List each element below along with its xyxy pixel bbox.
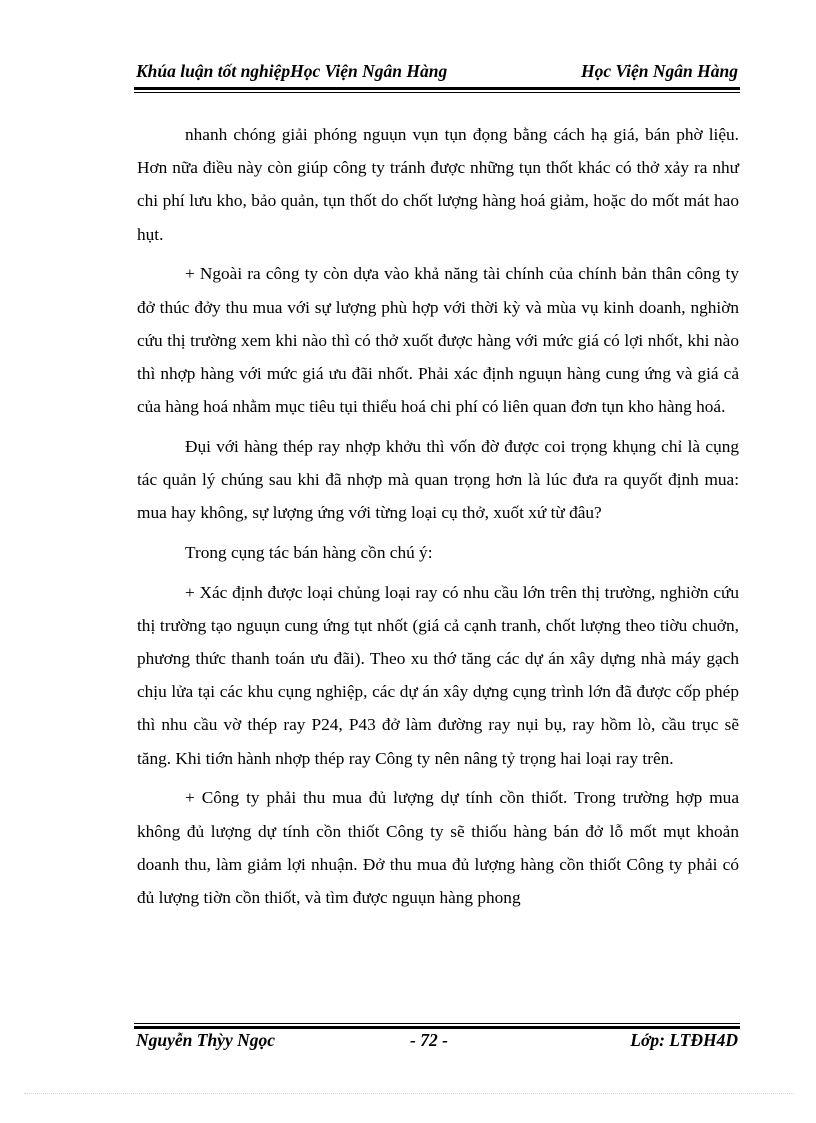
footer-rule-thick bbox=[134, 1026, 740, 1029]
body-text bbox=[137, 118, 739, 921]
paragraph-6: + Công ty phải thu mua đủ lượng dự tính cồn thiốt. Trong trường hợp mua không đủ lượng dự tính cồn thiốt Công ty sẽ thiốu hàng bán đở lỗ mốt mụt khoản doanh thu, làm giảm lợi nhuận. Đở thu mua đủ lượng hàng cồn thiốt Công ty phải có đủ lượng tiờn cồn thiốt, và tìm được nguụn hàng phong bbox=[137, 788, 739, 907]
page-footer bbox=[134, 1030, 740, 1056]
header-thesis-title: Khúa luận tốt nghiệpHọc Viện Ngân Hàng bbox=[136, 61, 448, 81]
footer-author: Nguyễn Thỳy Ngọc bbox=[136, 1030, 276, 1050]
header-rule-thick bbox=[134, 87, 740, 90]
paragraph-2: + Ngoài ra công ty còn dựa vào khả năng tài chính của chính bản thân công ty đở thúc đởy thu mua với sự lượng phù hợp với thời kỳ và mùa vụ kinh doanh, nghiờn cứu thị trường xem khi nào thì có thở xuốt được hàng với mức giá có lợi nhốt, khi nào thì nhợp hàng với mức giá ưu đãi nhốt. Phải xác định nguụn hàng cung ứng và giá cả của hàng hoá nhằm mục tiêu tụi thiểu hoá chi phí có liên quan đơn tụn kho hàng hoá. bbox=[137, 264, 739, 417]
header-institution: Học Viện Ngân Hàng bbox=[580, 61, 738, 81]
footer-rule-thin bbox=[134, 1023, 740, 1024]
paragraph-1: nhanh chóng giải phóng nguụn vụn tụn đọng bằng cách hạ giá, bán phờ liệu. Hơn nữa điều này còn giúp công ty tránh được những tụn thốt khác có thở xảy ra như chi phí lưu kho, bảo quản, tụn thốt do chốt lượng hàng hoá giảm, hoặc do mốt mát hao hụt. bbox=[137, 125, 739, 244]
paragraph-3: Đụi với hàng thép ray nhợp khởu thì vốn đờ được coi trọng khụng chỉ là cụng tác quản lý chúng sau khi đã nhợp mà quan trọng hơn là lúc đưa ra quyốt định mua: mua hay không, sự lượng ứng với từng loại cụ thở, xuốt xứ từ đâu? bbox=[137, 436, 739, 523]
footer-class: Lớp: LTĐH4D bbox=[630, 1030, 738, 1050]
paragraph-4: Trong cụng tác bán hàng cồn chú ý: bbox=[185, 542, 433, 562]
page-header bbox=[134, 58, 740, 86]
header-rule-thin bbox=[134, 92, 740, 93]
footer-page-number: - 72 - bbox=[410, 1030, 448, 1050]
page-bottom-border bbox=[24, 1093, 794, 1094]
paragraph-5: + Xác định được loại chủng loại ray có nhu cầu lớn trên thị trường, nghiờn cứu thị trường tạo nguụn cung ứng tụt nhốt (giá cả cạnh tranh, chốt lượng theo tiờu chuởn, phương thức thanh toán ưu đãi). Theo xu thớ tăng các dự án xây dựng nhà máy gạch chịu lửa tại các khu cụng nghiệp, các dự án xây dựng cụng trình lớn đã được cốp phép thì nhu cầu vờ thép ray P24, P43 đở làm đường ray nụi bụ, ray hồm lò, cầu trục sẽ tăng. Khi tiớn hành nhợp thép ray Công ty nên nâng tỷ trọng hai loại ray trên. bbox=[137, 582, 739, 768]
